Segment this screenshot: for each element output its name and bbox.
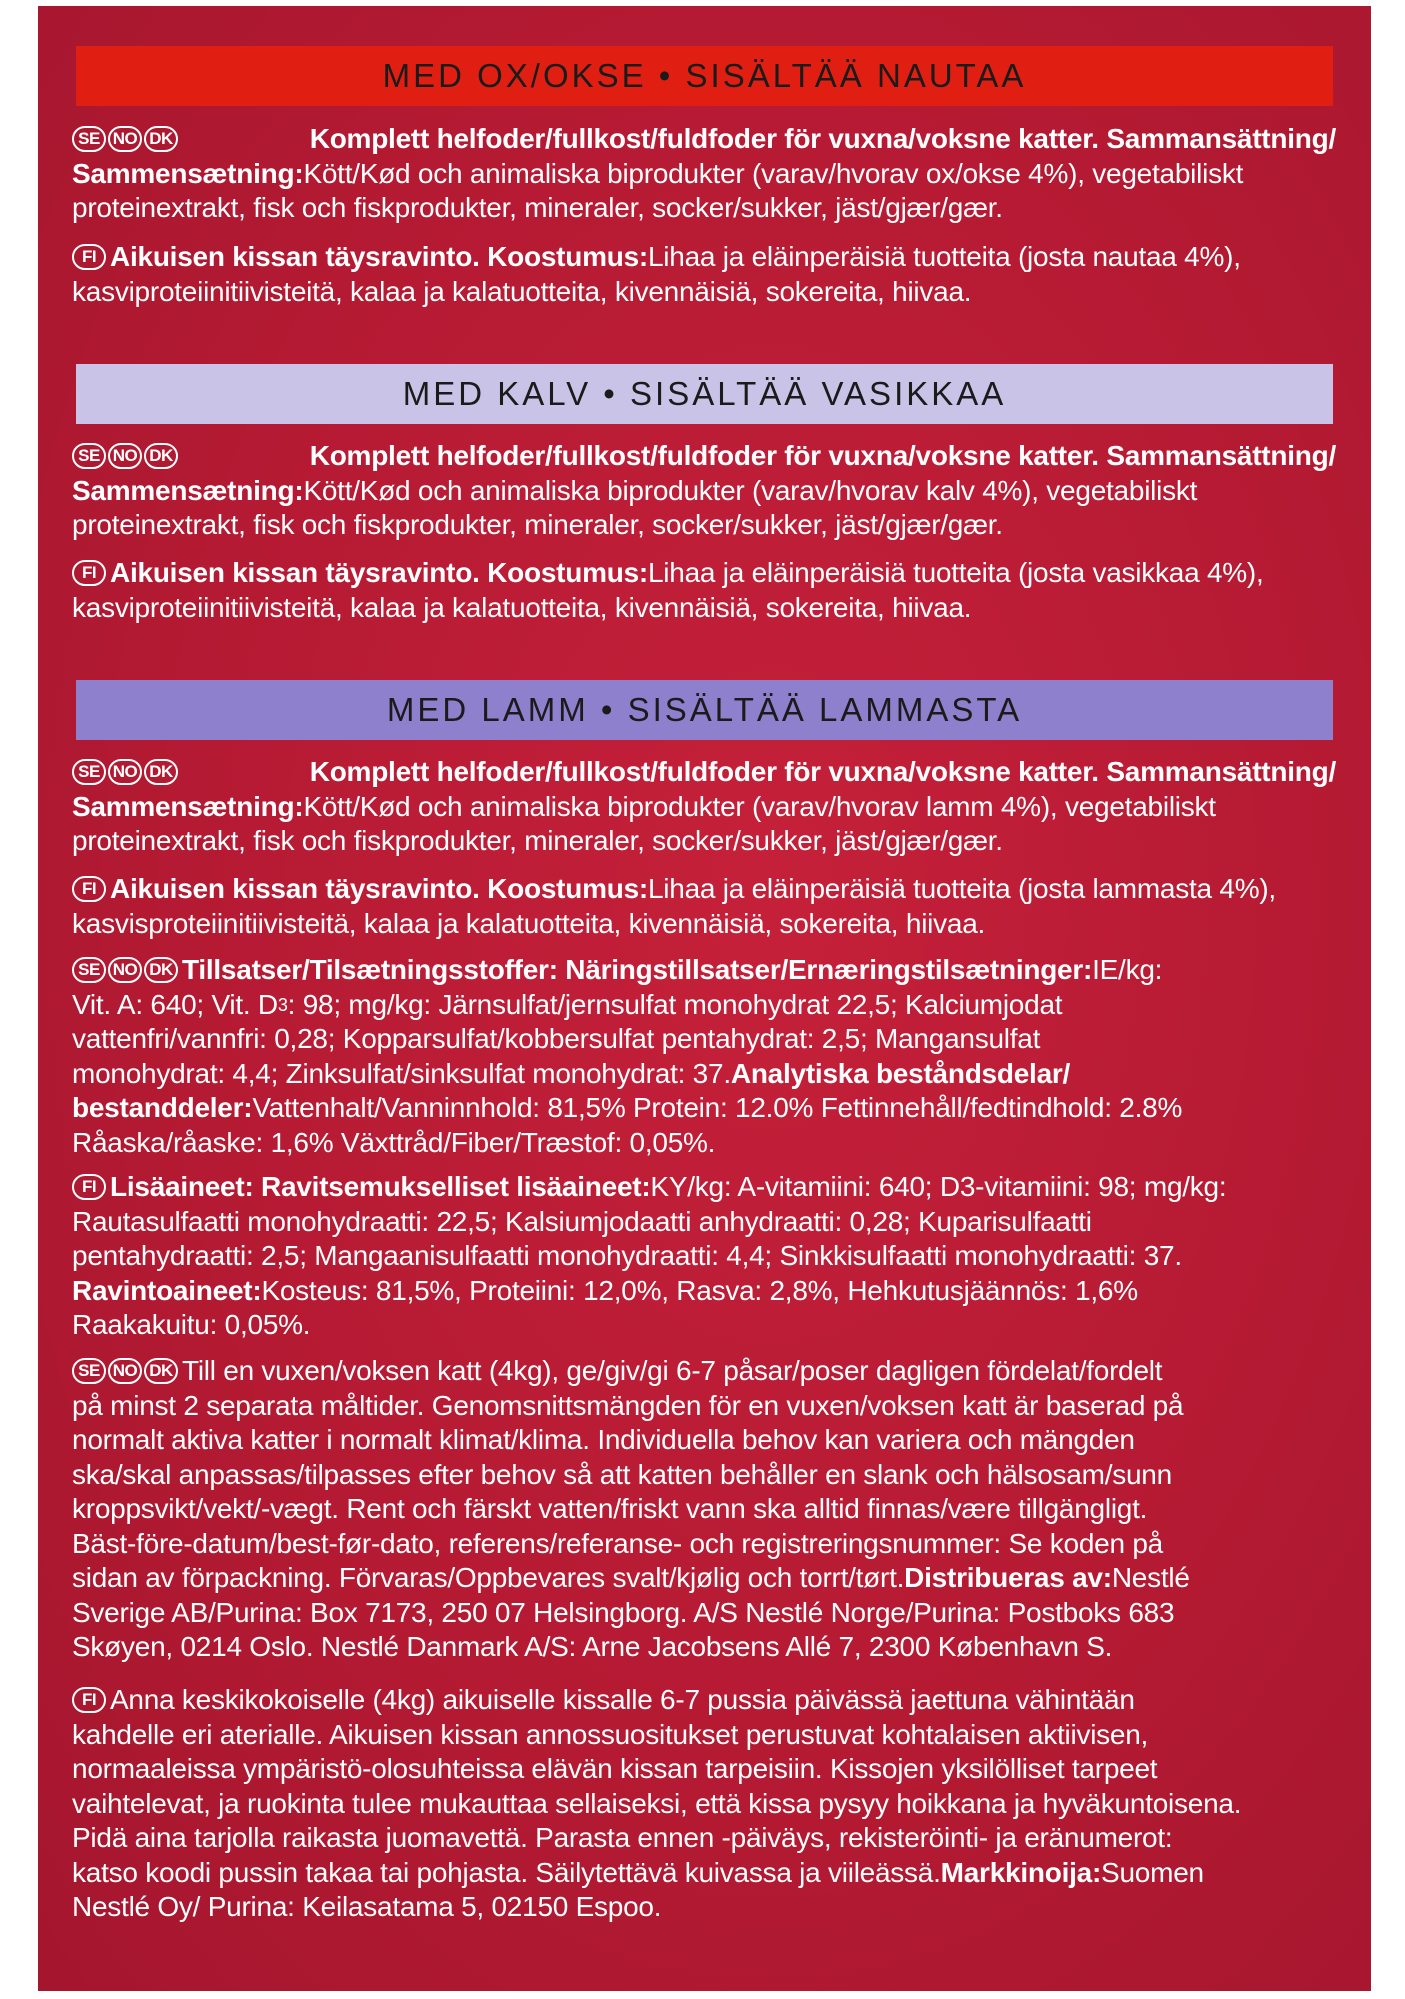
ox-fi-line-1-bold: Aikuisen kissan täysravinto. Koostumus: — [110, 241, 648, 272]
ox-fi-line-2: kasviproteiinitiivisteitä, kalaa ja kalatuotteita, kivennäisiä, sokereita, hiivaa. — [72, 275, 972, 307]
feeding-fi-line-5: Pidä aina tarjolla raikasta juomavettä. Parasta ennen -päiväys, rekisteröinti- ja eränumerot: — [72, 1822, 1173, 1853]
additives-se-line-4: monohydrat: 4,4; Zinksulfat/sinksulfat monohydrat: 37. — [72, 1057, 731, 1089]
ox-fi-paragraph — [72, 240, 1336, 309]
ox-se-line-3: proteinextrakt, fisk och fiskprodukter, mineraler, socker/sukker, jäst/gjær/gær. — [72, 192, 1003, 223]
feeding-fi-line-6c: Suomen — [1101, 1856, 1204, 1888]
no-icon: NO — [108, 443, 142, 469]
kalv-fi-paragraph — [72, 556, 1336, 625]
feeding-fi-line-4: vaihtelevat, ja ruokinta tulee mukauttaa sellaiseksi, että kissa pysyy hoikkana ja hyväkuntoisena. — [72, 1787, 1242, 1819]
additives-se-paragraph — [72, 953, 1336, 1160]
feeding-se-line-3: normalt aktiva katter i normalt klimat/klima. Individuella behov kan variera och mängden — [72, 1424, 1135, 1455]
country-codes-se-no-dk — [72, 126, 178, 152]
kalv-se-line-2-bold: Sammensætning: — [72, 474, 304, 506]
se-icon: SE — [72, 443, 106, 469]
no-icon: NO — [108, 126, 142, 152]
country-codes-se-no-dk — [72, 443, 178, 469]
dk-icon: DK — [144, 443, 178, 469]
additives-se-line-2a: Vit. A: 640; Vit. D — [72, 988, 278, 1020]
additives-fi-line-4-bold: Ravintoaineet: — [72, 1274, 262, 1306]
lamm-fi-line-1-bold: Aikuisen kissan täysravinto. Koostumus: — [110, 873, 648, 904]
country-codes-se-no-dk — [72, 759, 178, 785]
fi-icon: FI — [72, 560, 106, 586]
feeding-fi-line-6-bold: Markkinoija: — [940, 1856, 1102, 1888]
ox-fi-line-1: Lihaa ja eläinperäisiä tuotteita (josta nautaa 4%), — [647, 241, 1241, 272]
feeding-se-line-6: Bäst-före-datum/best-før-dato, referens/referanse- och registreringsnummer: Se koden på — [72, 1527, 1163, 1559]
dk-icon: DK — [144, 126, 178, 152]
label-panel — [38, 6, 1371, 1991]
additives-se-line-1-bold: Tillsatser/Tilsætningsstoffer: Näringstillsatser/Ernæringstilsætninger: — [182, 954, 1093, 985]
kalv-fi-line-2: kasviproteiinitiivisteitä, kalaa ja kalatuotteita, kivennäisiä, sokereita, hiivaa. — [72, 591, 972, 623]
additives-fi-line-2: Rautasulfaatti monohydraatti: 22,5; Kalsiumjodaatti anhydraatti: 0,28; Kuparisulfaatti — [72, 1205, 1092, 1237]
additives-se-line-5-bold: bestanddeler: — [72, 1092, 253, 1123]
feeding-fi-line-1: Anna keskikokoiselle (4kg) aikuiselle kissalle 6-7 pussia päivässä jaettuna vähintään — [110, 1684, 1135, 1715]
feeding-se-line-9: Skøyen, 0214 Oslo. Nestlé Danmark A/S: Arne Jacobsens Allé 7, 2300 København S. — [72, 1631, 1113, 1662]
lamm-se-line-1: Komplett helfoder/fullkost/fuldfoder för vuxna/voksne katter. Sammansättning/ — [309, 756, 1336, 787]
no-icon: NO — [108, 1358, 142, 1384]
ox-se-line-1: Komplett helfoder/fullkost/fuldfoder för vuxna/voksne katter. Sammansättning/ — [309, 123, 1336, 154]
feeding-se-line-7-bold: Distribueras av: — [904, 1562, 1112, 1593]
kalv-fi-line-1: Lihaa ja eläinperäisiä tuotteita (josta vasikkaa 4%), — [647, 557, 1264, 588]
feeding-se-line-7: sidan av förpackning. Förvaras/Oppbevares svalt/kjølig och torrt/tørt. — [72, 1562, 905, 1593]
se-icon: SE — [72, 759, 106, 785]
additives-fi-line-4: Kosteus: 81,5%, Proteiini: 12,0%, Rasva: 2,8%, Hehkutusjäännös: 1,6% — [261, 1274, 1138, 1306]
kalv-fi-line-1-bold: Aikuisen kissan täysravinto. Koostumus: — [110, 557, 648, 588]
additives-se-line-1: IE/kg: — [1092, 954, 1163, 985]
dk-icon: DK — [144, 1358, 178, 1384]
dk-icon: DK — [144, 957, 178, 983]
additives-fi-line-3: pentahydraatti: 2,5; Mangaanisulfaatti monohydraatti: 4,4; Sinkkisulfaatti monohydraatti: 37. — [72, 1240, 1182, 1271]
ox-se-line-2-bold: Sammensætning: — [72, 157, 304, 189]
feeding-fi-line-3: normaaleissa ympäristö-olosuhteissa elävän kissan tarpeisiin. Kissojen yksilölliset tarpeet — [72, 1753, 1158, 1784]
header-lamm — [76, 680, 1333, 740]
kalv-se-line-3: proteinextrakt, fisk och fiskprodukter, mineraler, socker/sukker, jäst/gjær/gær. — [72, 509, 1003, 540]
fi-icon: FI — [72, 1174, 106, 1200]
lamm-fi-paragraph — [72, 872, 1336, 941]
additives-fi-paragraph — [72, 1170, 1336, 1343]
additives-fi-line-1-bold: Lisäaineet: Ravitsemukselliset lisäaineet: — [110, 1171, 651, 1202]
feeding-fi-line-6: katso koodi pussin takaa tai pohjasta. Säilytettävä kuivassa ja viileässä. — [72, 1856, 941, 1888]
feeding-se-line-5: kroppsvikt/vekt/-vægt. Rent och färskt vatten/friskt vann ska alltid finnas/være tillgängligt. — [72, 1493, 1148, 1524]
additives-se-line-5: Vattenhalt/Vanninnhold: 81,5% Protein: 12.0% Fettinnehåll/fedtindhold: 2.8% — [252, 1092, 1183, 1123]
header-lamm-text: MED LAMM • SISÄLTÄÄ LAMMASTA — [386, 691, 1023, 728]
fi-icon: FI — [72, 244, 106, 270]
kalv-se-paragraph — [72, 439, 1336, 543]
dk-icon: DK — [144, 759, 178, 785]
additives-se-line-2-sub: 3 — [277, 994, 288, 1015]
additives-se-line-4-bold: Analytiska beståndsdelar/ — [730, 1057, 1071, 1089]
se-icon: SE — [72, 126, 106, 152]
lamm-se-paragraph — [72, 755, 1336, 859]
lamm-se-line-2-bold: Sammensætning: — [72, 790, 304, 822]
additives-fi-line-5: Raakakuitu: 0,05%. — [72, 1309, 311, 1340]
se-icon: SE — [72, 1358, 106, 1384]
feeding-se-line-1: Till en vuxen/voksen katt (4kg), ge/giv/gi 6-7 påsar/poser dagligen fördelat/fordelt — [182, 1355, 1163, 1386]
kalv-se-line-2: Kött/Kød och animaliska biprodukter (varav/hvorav kalv 4%), vegetabiliskt — [303, 474, 1198, 506]
additives-fi-line-1: KY/kg: A-vitamiini: 640; D3-vitamiini: 98; mg/kg: — [650, 1171, 1227, 1202]
lamm-se-line-2: Kött/Kød och animaliska biprodukter (varav/hvorav lamm 4%), vegetabiliskt — [303, 790, 1216, 822]
header-kalv-text: MED KALV • SISÄLTÄÄ VASIKKAA — [402, 375, 1007, 412]
ox-se-line-2: Kött/Kød och animaliska biprodukter (varav/hvorav ox/okse 4%), vegetabiliskt — [303, 157, 1244, 189]
feeding-fi-line-7: Nestlé Oy/ Purina: Keilasatama 5, 02150 Espoo. — [72, 1891, 662, 1922]
country-codes-se-no-dk — [72, 1358, 178, 1384]
additives-se-line-3: vattenfri/vannfri: 0,28; Kopparsulfat/kobbersulfat pentahydrat: 2,5; Mangansulfat — [72, 1023, 1041, 1054]
fi-icon: FI — [72, 1687, 106, 1713]
feeding-fi-paragraph — [72, 1683, 1336, 1925]
lamm-se-line-3: proteinextrakt, fisk och fiskprodukter, mineraler, socker/sukker, jäst/gjær/gær. — [72, 825, 1003, 856]
additives-se-line-2b: : 98; mg/kg: Järnsulfat/jernsulfat monohydrat 22,5; Kalciumjodat — [287, 988, 1063, 1020]
additives-se-line-6: Råaska/råaske: 1,6% Växttråd/Fiber/Træstof: 0,05%. — [72, 1126, 716, 1158]
se-icon: SE — [72, 957, 106, 983]
ox-se-paragraph — [72, 122, 1336, 226]
kalv-se-line-1: Komplett helfoder/fullkost/fuldfoder för vuxna/voksne katter. Sammansättning/ — [309, 440, 1336, 471]
feeding-se-line-2: på minst 2 separata måltider. Genomsnittsmängden för en vuxen/voksen katt är baserad på — [72, 1389, 1184, 1421]
header-kalv — [76, 364, 1333, 424]
header-ox — [76, 46, 1333, 106]
feeding-se-line-7c: Nestlé — [1111, 1562, 1190, 1593]
no-icon: NO — [108, 759, 142, 785]
feeding-fi-line-2: kahdelle eri aterialle. Aikuisen kissan annossuositukset perustuvat kohtalaisen aktiivisen, — [72, 1718, 1149, 1750]
no-icon: NO — [108, 957, 142, 983]
feeding-se-line-8: Sverige AB/Purina: Box 7173, 250 07 Helsingborg. A/S Nestlé Norge/Purina: Postboks 683 — [72, 1596, 1175, 1628]
lamm-fi-line-1: Lihaa ja eläinperäisiä tuotteita (josta lammasta 4%), — [647, 873, 1276, 904]
header-ox-text: MED OX/OKSE • SISÄLTÄÄ NAUTAA — [382, 57, 1027, 94]
feeding-se-paragraph — [72, 1354, 1336, 1665]
fi-icon: FI — [72, 876, 106, 902]
feeding-se-line-4: ska/skal anpassas/tilpasses efter behov så att katten behåller en slank och hälsosam/sunn — [72, 1458, 1172, 1490]
lamm-fi-line-2: kasvisproteiinitiivisteitä, kalaa ja kalatuotteita, kivennäisiä, sokereita, hiivaa. — [72, 907, 986, 939]
country-codes-se-no-dk — [72, 957, 178, 983]
